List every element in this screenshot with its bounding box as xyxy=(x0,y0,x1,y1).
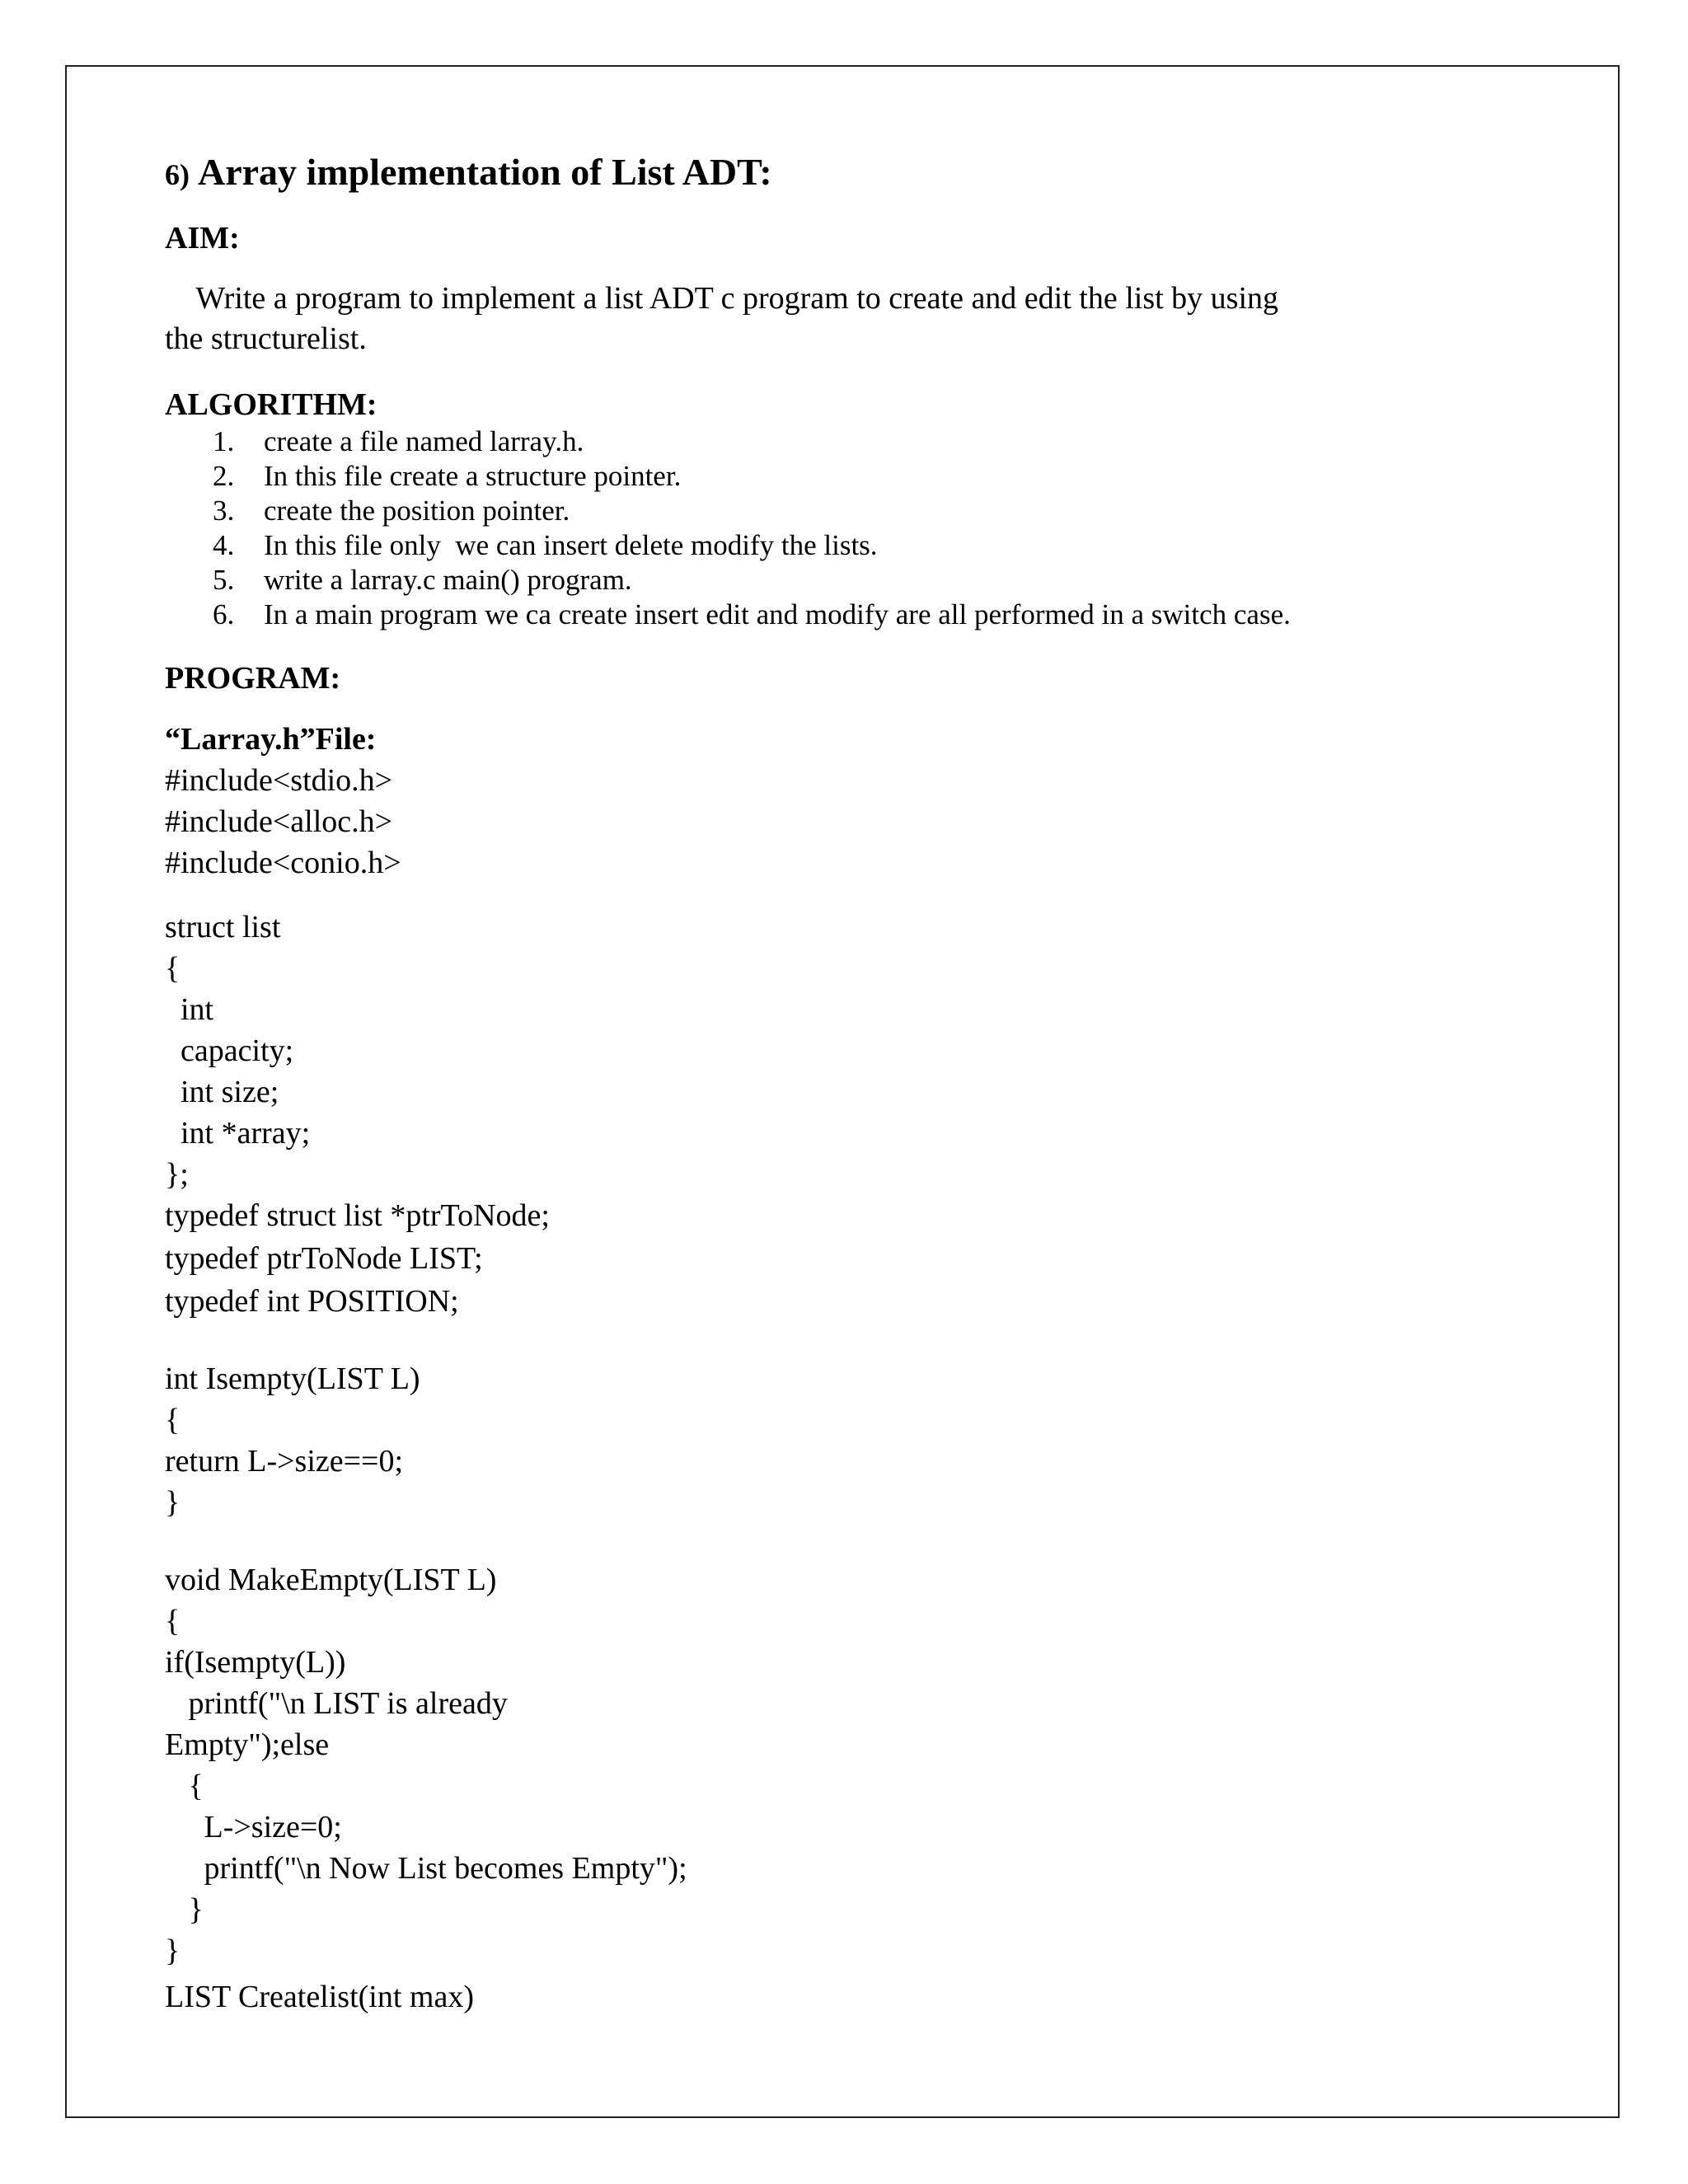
algorithm-step-text: create a file named larray.h. xyxy=(264,425,584,457)
code-line: typedef struct list *ptrToNode; xyxy=(165,1198,550,1233)
code-line: #include<alloc.h> xyxy=(165,804,393,839)
code-line: } xyxy=(165,1892,204,1927)
aim-line: the structurelist. xyxy=(165,321,367,356)
algorithm-step-number: 5. xyxy=(213,564,235,596)
code-line: { xyxy=(165,1604,181,1638)
file-label: “Larray.h”File: xyxy=(165,722,377,757)
code-line: { xyxy=(165,951,181,986)
code-line: printf("\n Now List becomes Empty"); xyxy=(165,1851,687,1886)
code-line: Empty");else xyxy=(165,1727,330,1762)
algorithm-step-number: 4. xyxy=(213,529,235,561)
code-line: { xyxy=(165,1769,204,1803)
code-line: int size; xyxy=(165,1075,279,1109)
code-line: void MakeEmpty(LIST L) xyxy=(165,1563,497,1597)
code-line: }; xyxy=(165,1157,189,1192)
code-line: return L->size==0; xyxy=(165,1444,404,1479)
algorithm-step-number: 2. xyxy=(213,460,235,492)
algorithm-step-text: create the position pointer. xyxy=(264,494,570,527)
aim-line: Write a program to implement a list ADT c program to create and edit the list by using xyxy=(165,281,1279,316)
code-line: #include<stdio.h> xyxy=(165,763,393,798)
algorithm-step-text: In this file only we can insert delete modify the lists. xyxy=(264,529,878,561)
code-line: #include<conio.h> xyxy=(165,846,401,880)
code-line: struct list xyxy=(165,910,281,944)
code-line: if(Isempty(L)) xyxy=(165,1645,346,1680)
algorithm-step-number: 6. xyxy=(213,598,235,630)
code-line: typedef int POSITION; xyxy=(165,1284,459,1319)
code-line: L->size=0; xyxy=(165,1810,342,1844)
section-number: 6) xyxy=(165,158,190,191)
algorithm-step-number: 3. xyxy=(213,494,235,527)
code-line: capacity; xyxy=(165,1033,294,1068)
algorithm-step-text: write a larray.c main() program. xyxy=(264,564,632,596)
code-line: int Isempty(LIST L) xyxy=(165,1361,420,1396)
algorithm-heading: ALGORITHM: xyxy=(165,387,377,422)
code-line: printf("\n LIST is already xyxy=(165,1686,508,1721)
aim-heading: AIM: xyxy=(165,221,240,255)
code-line: { xyxy=(165,1403,181,1437)
algorithm-step-text: In this file create a structure pointer. xyxy=(264,460,682,492)
algorithm-step-text: In a main program we ca create insert edit and modify are all performed in a switch case. xyxy=(264,598,1291,630)
code-line: int *array; xyxy=(165,1116,311,1151)
code-line: int xyxy=(165,992,214,1027)
code-line: typedef ptrToNode LIST; xyxy=(165,1241,483,1276)
algorithm-step-number: 1. xyxy=(213,425,235,457)
program-heading: PROGRAM: xyxy=(165,661,341,696)
section-title: Array implementation of List ADT: xyxy=(198,151,772,193)
code-line: } xyxy=(165,1933,181,1968)
code-line: } xyxy=(165,1485,181,1520)
code-line: LIST Createlist(int max) xyxy=(165,1980,474,2014)
